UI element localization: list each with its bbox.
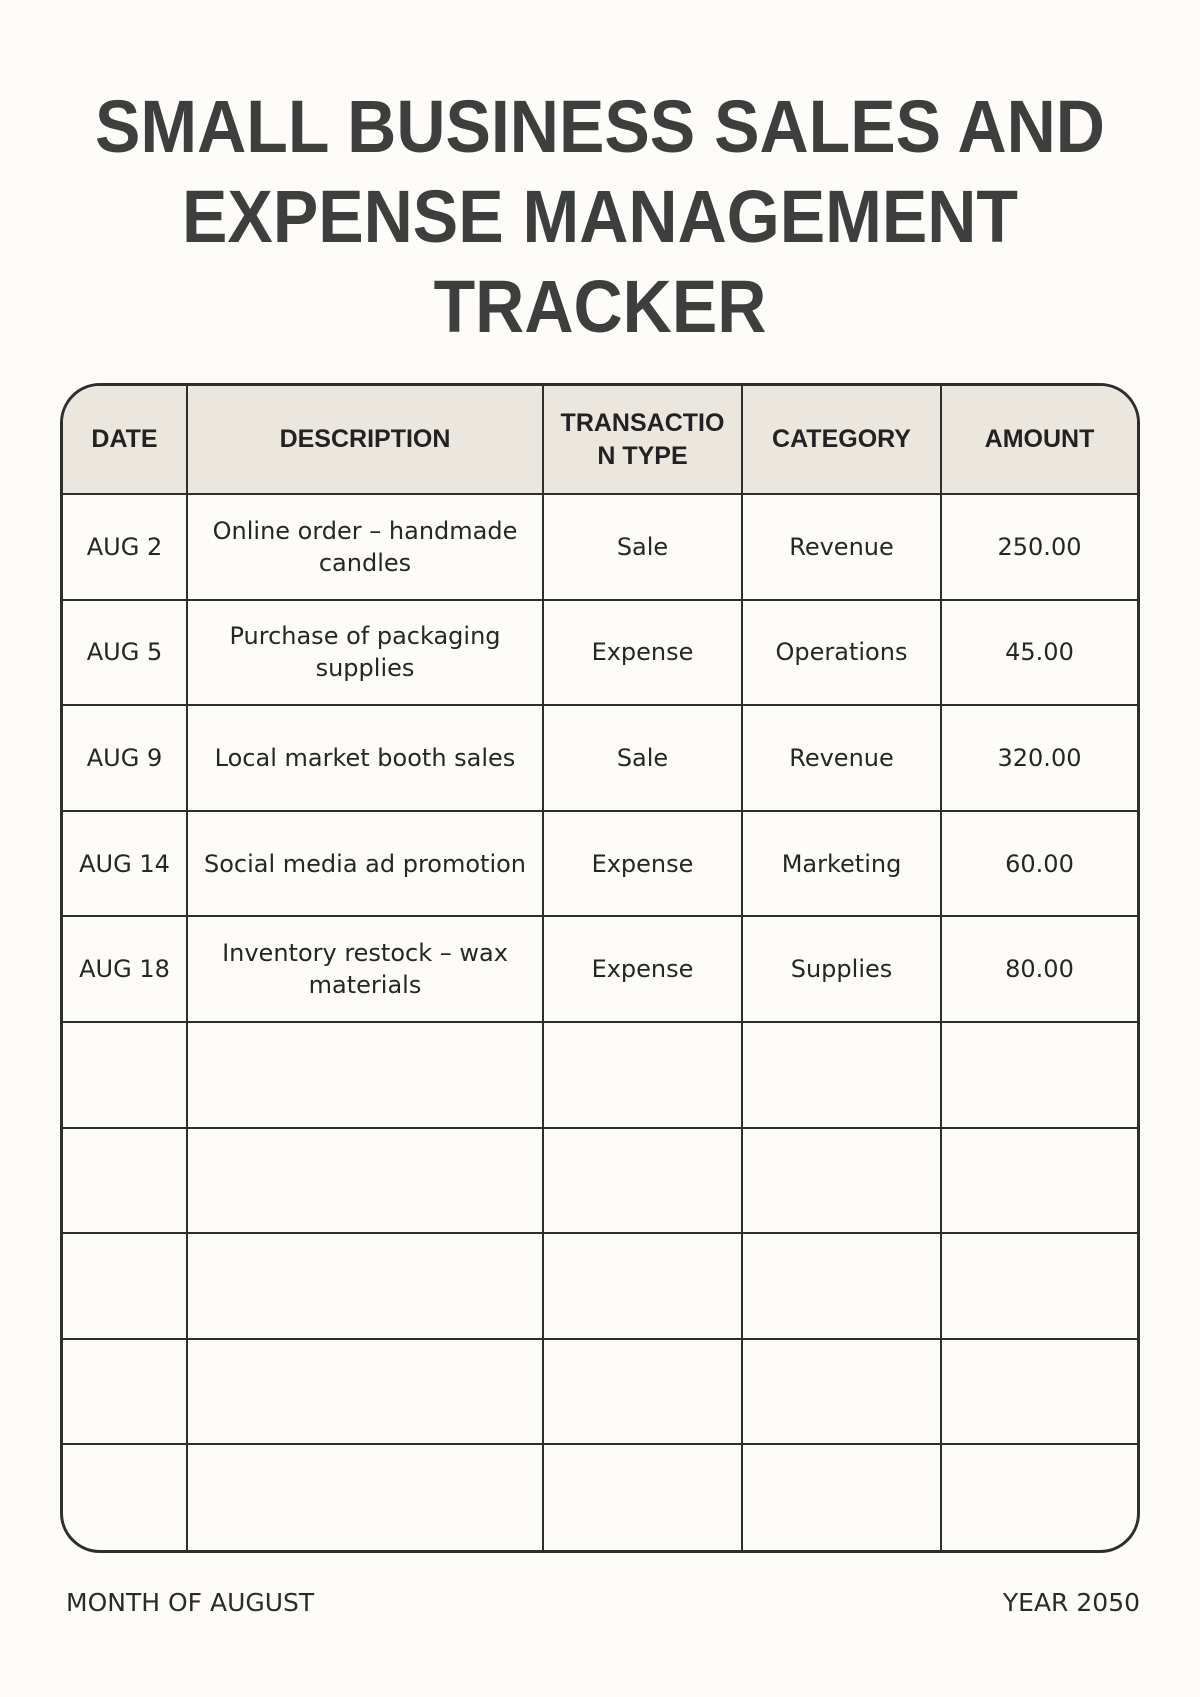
cell-date: AUG 18 xyxy=(63,916,187,1022)
cell-transaction-type[interactable] xyxy=(543,1233,742,1339)
cell-date[interactable] xyxy=(63,1233,187,1339)
cell-description[interactable] xyxy=(187,1339,543,1445)
cell-description: Online order – handmade candles xyxy=(187,494,543,600)
cell-transaction-type[interactable] xyxy=(543,1339,742,1445)
cell-date[interactable] xyxy=(63,1339,187,1445)
cell-category[interactable] xyxy=(742,1128,941,1234)
cell-description: Local market booth sales xyxy=(187,705,543,811)
cell-date[interactable] xyxy=(63,1444,187,1550)
cell-transaction-type[interactable] xyxy=(543,1444,742,1550)
cell-category: Marketing xyxy=(742,811,941,917)
table-row xyxy=(63,494,1137,600)
table-row xyxy=(63,600,1137,706)
table-header-row xyxy=(63,386,1137,494)
cell-amount: 320.00 xyxy=(941,705,1137,811)
cell-description[interactable] xyxy=(187,1128,543,1234)
cell-amount: 80.00 xyxy=(941,916,1137,1022)
cell-category: Supplies xyxy=(742,916,941,1022)
header-category: CATEGORY xyxy=(742,386,941,494)
header-amount: AMOUNT xyxy=(941,386,1137,494)
cell-category: Revenue xyxy=(742,494,941,600)
table-row xyxy=(63,705,1137,811)
cell-date: AUG 5 xyxy=(63,600,187,706)
cell-category[interactable] xyxy=(742,1233,941,1339)
tracker-table-container xyxy=(60,383,1140,1553)
cell-description: Purchase of packaging supplies xyxy=(187,600,543,706)
cell-transaction-type: Expense xyxy=(543,916,742,1022)
table-row-empty xyxy=(63,1128,1137,1234)
cell-description[interactable] xyxy=(187,1444,543,1550)
cell-transaction-type: Expense xyxy=(543,600,742,706)
cell-amount: 45.00 xyxy=(941,600,1137,706)
cell-category[interactable] xyxy=(742,1022,941,1128)
cell-transaction-type[interactable] xyxy=(543,1128,742,1234)
cell-category[interactable] xyxy=(742,1339,941,1445)
cell-date[interactable] xyxy=(63,1022,187,1128)
cell-date: AUG 9 xyxy=(63,705,187,811)
page-title xyxy=(48,82,1152,352)
cell-amount[interactable] xyxy=(941,1128,1137,1234)
cell-category[interactable] xyxy=(742,1444,941,1550)
header-date: DATE xyxy=(63,386,187,494)
cell-transaction-type[interactable] xyxy=(543,1022,742,1128)
cell-amount: 250.00 xyxy=(941,494,1137,600)
title-line: SMALL BUSINESS SALES AND xyxy=(95,85,1105,168)
cell-description[interactable] xyxy=(187,1022,543,1128)
cell-amount[interactable] xyxy=(941,1339,1137,1445)
cell-transaction-type: Sale xyxy=(543,494,742,600)
header-description: DESCRIPTION xyxy=(187,386,543,494)
table-row-empty xyxy=(63,1233,1137,1339)
table-row-empty xyxy=(63,1444,1137,1550)
title-line: TRACKER xyxy=(433,265,767,348)
table-row xyxy=(63,811,1137,917)
table-row-empty xyxy=(63,1339,1137,1445)
cell-description: Inventory restock – wax materials xyxy=(187,916,543,1022)
table-row-empty xyxy=(63,1022,1137,1128)
cell-amount: 60.00 xyxy=(941,811,1137,917)
cell-date: AUG 14 xyxy=(63,811,187,917)
cell-amount[interactable] xyxy=(941,1444,1137,1550)
year-label: YEAR 2050 xyxy=(1002,1588,1140,1617)
header-transaction-type: TRANSACTION TYPE xyxy=(543,386,742,494)
title-line: EXPENSE MANAGEMENT xyxy=(182,175,1018,258)
cell-description: Social media ad promotion xyxy=(187,811,543,917)
cell-transaction-type: Sale xyxy=(543,705,742,811)
cell-transaction-type: Expense xyxy=(543,811,742,917)
cell-amount[interactable] xyxy=(941,1022,1137,1128)
table-row xyxy=(63,916,1137,1022)
month-label: MONTH OF AUGUST xyxy=(66,1588,315,1617)
tracker-table xyxy=(63,386,1137,1550)
cell-category: Revenue xyxy=(742,705,941,811)
cell-category: Operations xyxy=(742,600,941,706)
cell-amount[interactable] xyxy=(941,1233,1137,1339)
cell-date[interactable] xyxy=(63,1128,187,1234)
cell-description[interactable] xyxy=(187,1233,543,1339)
cell-date: AUG 2 xyxy=(63,494,187,600)
